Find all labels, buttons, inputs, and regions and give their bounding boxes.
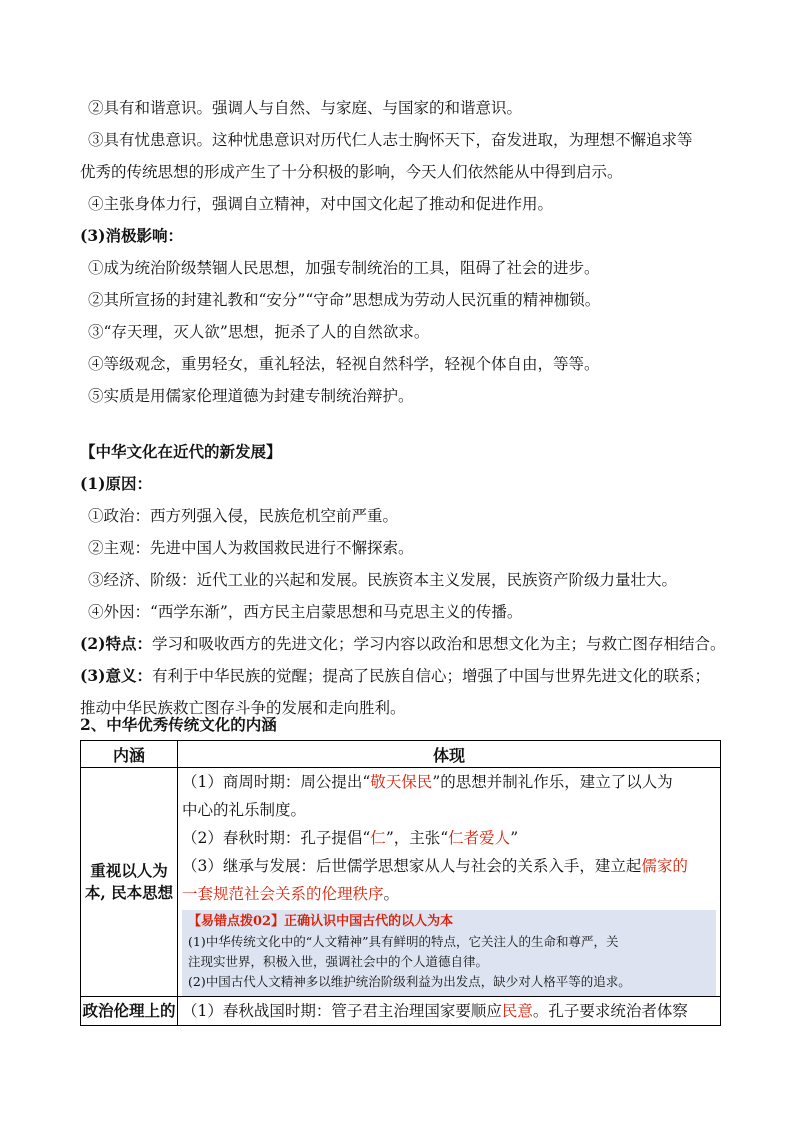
header-embodiment: 体现	[178, 741, 721, 768]
header-connotation: 内涵	[81, 741, 178, 768]
row-content-political-ethics	[178, 997, 721, 1026]
content-line: 一套规范社会关系的伦理秩序。	[182, 885, 400, 903]
tip-note-title: 【易错点拨02】正确认识中国古代的以人为本	[188, 914, 454, 929]
row-label-people-oriented: 重视以人为本, 民本思想	[81, 768, 178, 997]
meaning-label: (3)意义：	[80, 666, 152, 685]
content-line: （2）春秋时期：孔子提倡“仁”，主张“仁者爱人”	[182, 829, 519, 847]
section2-title: 2、中华优秀传统文化的内涵	[80, 715, 277, 734]
highlight-text: 一套规范社会关系的伦理秩序	[182, 885, 384, 903]
cause-heading: (1)原因：	[80, 474, 152, 493]
negative-heading: (3)消极影响：	[80, 226, 183, 245]
cause-item: ②主观：先进中国人为救国救民进行不懈探索。	[88, 539, 414, 557]
modern-section-title: 【中华文化在近代的新发展】	[80, 442, 282, 461]
connotation-table	[80, 740, 721, 1026]
highlight-text: 仁者爱人	[448, 829, 511, 847]
negative-item: ②其所宣扬的封建礼教和“安分”“守命”思想成为劳动人民沉重的精神枷锁。	[88, 291, 601, 309]
table-row	[81, 997, 721, 1026]
highlight-text: 敬天保民	[370, 773, 433, 791]
row-label-political-ethics: 政治伦理上的	[81, 997, 178, 1026]
harmony-paragraph: ②具有和谐意识。强调人与自然、与家庭、与国家的和谐意识。	[88, 99, 523, 117]
content-line: （1）春秋战国时期：管子君主治理国家要顺应民意。孔子要求统治者体察	[182, 1002, 688, 1020]
content-line: 中心的礼乐制度。	[182, 801, 307, 819]
content-line: （3）继承与发展：后世儒学思想家从人与社会的关系入手，建立起儒家的	[182, 857, 688, 875]
tip-note-line: (1)中华传统文化中的“人文精神”具有鲜明的特点，它关注人的生命和尊严，关	[188, 934, 619, 949]
tip-note-line: (2)中国古代人文精神多以维护统治阶级利益为出发点，缺少对人格平等的追求。	[188, 974, 631, 989]
worry-paragraph-line2: 优秀的传统思想的形成产生了十分积极的影响，今天人们依然能从中得到启示。	[80, 163, 623, 181]
feature-text: 学习和吸收西方的先进文化；学习内容以政治和思想文化为主；与救亡图存相结合。	[151, 635, 726, 653]
negative-item: ④等级观念，重男轻女，重礼轻法，轻视自然科学，轻视个体自由，等等。	[88, 355, 600, 373]
table-header-row	[81, 741, 721, 768]
highlight-text: 儒家的	[641, 857, 688, 875]
meaning-paragraph-line2: 推动中华民族救亡图存斗争的发展和走向胜利。	[80, 699, 406, 717]
practice-paragraph: ④主张身体力行，强调自立精神，对中国文化起了推动和促进作用。	[88, 195, 554, 213]
row-content-people-oriented	[178, 768, 721, 997]
feature-paragraph	[80, 634, 725, 654]
cause-item: ④外因：“西学东渐”，西方民主启蒙思想和马克思主义的传播。	[88, 603, 523, 621]
meaning-text: 有利于中华民族的觉醒；提高了民族自信心；增强了中国与世界先进文化的联系；	[151, 667, 710, 685]
negative-item: ⑤实质是用儒家伦理道德为封建专制统治辩护。	[88, 387, 414, 405]
meaning-paragraph	[80, 666, 710, 686]
highlight-text: 仁	[370, 829, 386, 847]
content-line: （1）商周时期：周公提出“敬天保民”的思想并制礼作乐，建立了以人为	[182, 773, 673, 791]
negative-item: ③“存天理，灭人欲”思想，扼杀了人的自然欲求。	[88, 323, 430, 341]
worry-paragraph-line1: ③具有忧患意识。这种忧患意识对历代仁人志士胸怀天下，奋发进取，为理想不懈追求等	[88, 131, 693, 149]
feature-label: (2)特点：	[80, 634, 152, 653]
table-row	[81, 768, 721, 997]
tip-note-box	[182, 910, 716, 996]
tip-note-line: 注现实世界，积极入世，强调社会中的个人道德自律。	[188, 954, 489, 969]
negative-item: ①成为统治阶级禁锢人民思想，加强专制统治的工具，阻碍了社会的进步。	[88, 259, 600, 277]
cause-item: ①政治：西方列强入侵，民族危机空前严重。	[88, 507, 399, 525]
highlight-text: 民意	[501, 1002, 533, 1020]
cause-item: ③经济、阶级：近代工业的兴起和发展。民族资本主义发展，民族资产阶级力量壮大。	[88, 571, 678, 589]
